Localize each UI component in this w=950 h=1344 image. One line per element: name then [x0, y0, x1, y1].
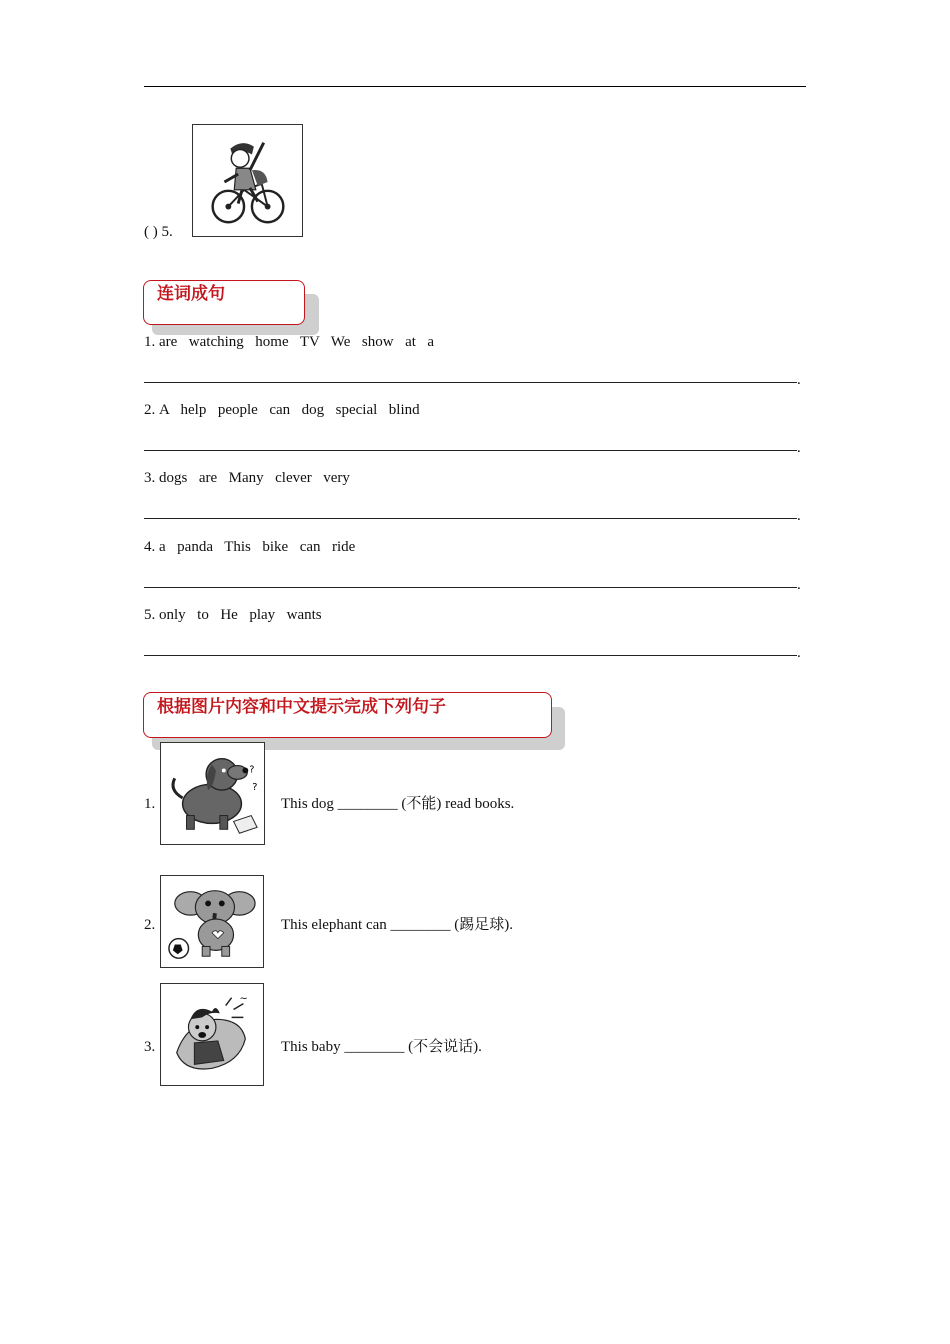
s1-item-2-words: A help people can dog special blind: [159, 402, 420, 418]
s1-period-1: .: [797, 372, 801, 388]
s2-item-2-sentence: This elephant can ________ (踢足球).: [281, 917, 514, 933]
s1-answer-line-3[interactable]: [144, 518, 797, 519]
s2-item-3-number: 3.: [144, 1039, 156, 1055]
s1-item-5: [144, 606, 322, 624]
s1-period-4: .: [797, 577, 801, 593]
s1-item-2: [144, 401, 420, 419]
s1-period-2: .: [797, 440, 801, 456]
s1-item-3: [144, 469, 350, 487]
s1-item-5-words: only to He play wants: [159, 607, 322, 623]
s1-answer-line-5[interactable]: [144, 655, 797, 656]
s1-item-4: [144, 538, 355, 556]
s2-item-1-number: 1.: [144, 796, 156, 812]
s1-item-4-words: a panda This bike can ride: [159, 539, 356, 555]
svg-text:?: ?: [249, 764, 255, 776]
q5-number: 5.: [161, 224, 173, 240]
s1-item-1: [144, 333, 434, 351]
s1-answer-line-4[interactable]: [144, 587, 797, 588]
svg-text:~: ~: [239, 993, 248, 1005]
s1-period-3: .: [797, 508, 801, 524]
s1-answer-line-1[interactable]: [144, 382, 797, 383]
s1-item-3-words: dogs are Many clever very: [159, 470, 350, 486]
s1-item-5-number: 5.: [144, 607, 156, 623]
s1-item-3-number: 3.: [144, 470, 156, 486]
elephant-with-football-image: [160, 875, 264, 968]
section2-title: 根据图片内容和中文提示完成下列句子: [157, 697, 446, 717]
s1-item-2-number: 2.: [144, 402, 156, 418]
s1-item-4-number: 4.: [144, 539, 156, 555]
section1-title: 连词成句: [157, 284, 225, 304]
s1-answer-line-2[interactable]: [144, 450, 797, 451]
s1-item-1-words: are watching home TV We show at a: [159, 334, 435, 350]
s2-item-1-sentence: This dog ________ (不能) read books.: [281, 796, 515, 812]
svg-text:?: ?: [252, 782, 258, 794]
s2-item-3-sentence: This baby ________ (不会说话).: [281, 1039, 482, 1055]
s1-item-1-number: 1.: [144, 334, 156, 350]
answer-paren: ( ): [144, 224, 158, 240]
s1-period-5: .: [797, 645, 801, 661]
top-rule: [144, 86, 806, 87]
q5-label: [144, 223, 173, 241]
crying-baby-image: [160, 983, 264, 1086]
s2-item-2-number: 2.: [144, 917, 156, 933]
boy-riding-bike-image: [192, 124, 303, 237]
dog-with-book-image: [160, 742, 265, 845]
